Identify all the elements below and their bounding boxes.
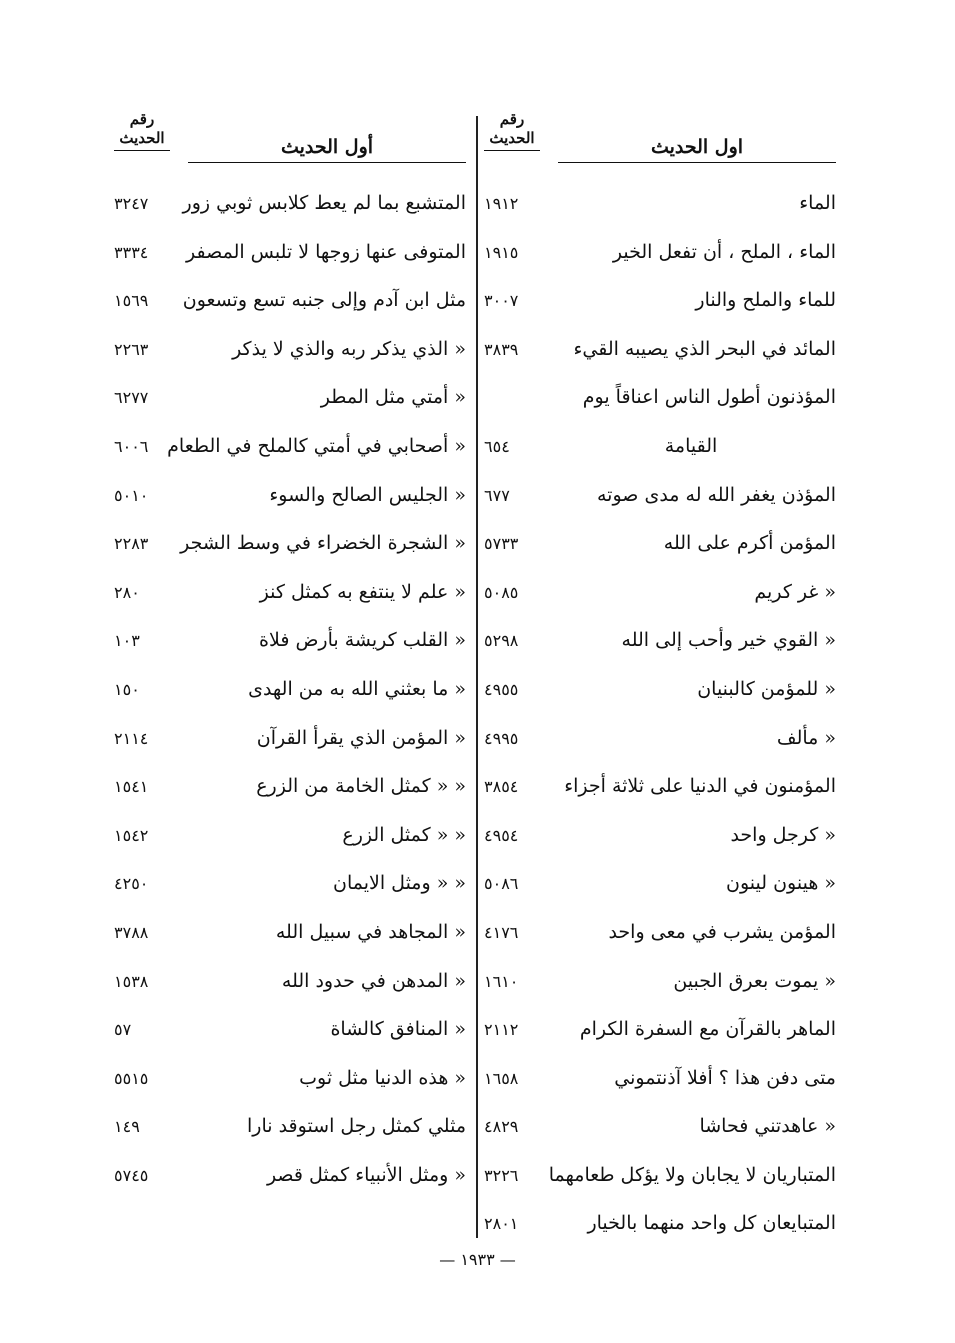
hadith-opening-text: « يموت بعرق الجبين <box>673 969 836 992</box>
hadith-opening-text: المتباريان لا يجابان ولا يؤكل طعامهما <box>548 1163 836 1186</box>
hadith-number: ١٦١٠ <box>484 971 519 991</box>
hadith-number: ١٥٣٨ <box>114 971 149 991</box>
hadith-number: ٥٠١٠ <box>114 485 149 505</box>
hadith-number: ٤٩٥٤ <box>484 825 519 845</box>
index-entry <box>486 1010 836 1059</box>
hadith-number: ٢٢٨٣ <box>114 534 149 554</box>
hadith-number-heading <box>484 110 540 151</box>
hadith-opening-text: « أمتي مثل المطر <box>320 386 466 409</box>
hadith-opening-text: الماء <box>799 192 836 214</box>
hadith-opening-text: للماء والملح والنار <box>695 289 836 312</box>
hadith-number: ٦٧٧ <box>484 485 510 505</box>
right-column-header <box>486 110 836 180</box>
hadith-number: ١٩١٥ <box>484 242 519 262</box>
hadith-opening-text: المؤذن يغفر الله له مدى صوته <box>597 483 836 506</box>
index-entry <box>116 281 466 330</box>
hadith-opening-text: « للمؤمن كالبنيان <box>697 677 836 700</box>
hadith-opening-text: « ما بعثني الله به من الهدى <box>248 677 466 700</box>
hadith-number: ١٥٠ <box>114 679 140 699</box>
index-entry <box>486 233 836 282</box>
hadith-opening-text: « القوي خير وأحب إلى الله <box>621 629 836 652</box>
hadith-opening-text: « الذي يذكر ربه والذي لا يذكر <box>232 337 466 360</box>
index-entry <box>116 1010 466 1059</box>
hadith-opening-text: « كرجل واحد <box>730 823 836 846</box>
hadith-opening-text: مثل ابن آدم وإلى جنبه تسع وتسعون <box>182 289 466 312</box>
index-entry <box>116 719 466 768</box>
hadith-number: ١٥٤٢ <box>114 825 149 845</box>
hadith-opening-text: الماء ، الملح ، أن تفعل الخير <box>612 240 836 263</box>
hadith-opening-text: « المنافق كالشاة <box>330 1018 466 1041</box>
index-entry <box>116 184 466 233</box>
hadith-number: ٥٧٣٣ <box>484 534 519 554</box>
index-entry <box>116 1059 466 1108</box>
hadith-number: ٥٢٩٨ <box>484 631 519 651</box>
hadith-opening-text: المؤذنون أطول الناس اعناقاً يوم <box>582 386 836 409</box>
index-entry <box>116 427 466 476</box>
index-entry <box>486 330 836 379</box>
hadith-number: ٢٨٠ <box>114 582 140 602</box>
hadith-number-heading-line2: الحديث <box>114 129 170 151</box>
hadith-number-heading <box>114 110 170 151</box>
index-entry <box>486 864 836 913</box>
hadith-number: ٤٨٢٩ <box>484 1117 519 1137</box>
index-entry <box>486 767 836 816</box>
hadith-number: ١٥٤١ <box>114 777 149 797</box>
hadith-number: ٥٥١٥ <box>114 1068 149 1088</box>
index-entry <box>486 476 836 525</box>
index-entry <box>486 1059 836 1108</box>
hadith-number: ٤٩٥٥ <box>484 679 519 699</box>
index-entry <box>116 962 466 1011</box>
index-entry <box>486 962 836 1011</box>
hadith-opening-text: المؤمنون في الدنيا على ثلاثة أجزاء <box>564 775 836 798</box>
hadith-number: ٦٠٠٦ <box>114 436 149 456</box>
hadith-opening-heading: اول الحديث <box>558 136 836 163</box>
hadith-number: ٥٠٨٥ <box>484 582 519 602</box>
hadith-opening-text: « ومثل الأنبياء كمثل قصر <box>266 1163 466 1186</box>
index-entry <box>486 621 836 670</box>
hadith-opening-text: « مألف <box>776 726 836 749</box>
hadith-number: ٢١١٤ <box>114 728 149 748</box>
hadith-number: ٣٨٥٤ <box>484 777 519 797</box>
hadith-opening-text: « علم لا ينتفع به كمثل كنز <box>259 580 466 603</box>
hadith-number: ١٠٣ <box>114 631 140 651</box>
hadith-number: ٢٢٦٣ <box>114 339 149 359</box>
index-entry <box>116 1156 466 1205</box>
hadith-opening-text: المتشبع بما لم يعط كلابس ثوبي زور <box>182 192 466 214</box>
hadith-number: ٢٨٠١ <box>484 1214 519 1234</box>
hadith-opening-text: « هذه الدنيا مثل ثوب <box>299 1066 466 1089</box>
index-entry <box>116 573 466 622</box>
hadith-number: ٣٨٣٩ <box>484 339 519 359</box>
hadith-number: ٣٠٠٧ <box>484 291 519 311</box>
index-entry <box>486 573 836 622</box>
index-entry <box>486 1204 836 1253</box>
hadith-opening-text: « الجليس الصالح والسوء <box>269 483 466 506</box>
index-entry <box>116 1107 466 1156</box>
hadith-number: ٣٧٨٨ <box>114 922 149 942</box>
hadith-opening-text: « « ومثل الايمان <box>333 872 466 895</box>
hadith-number: ١٤٩ <box>114 1117 140 1137</box>
index-entry <box>486 719 836 768</box>
hadith-opening-text: « عاهدتني فحاشا <box>699 1115 836 1138</box>
right-column <box>486 110 836 1253</box>
hadith-number: ٣٣٣٤ <box>114 242 149 262</box>
index-entry <box>116 670 466 719</box>
index-entry <box>486 281 836 330</box>
index-entry <box>486 524 836 573</box>
hadith-number: ١٩١٢ <box>484 194 519 213</box>
index-entry <box>486 427 836 476</box>
hadith-opening-text: متى دفن هذا ؟ أفلا آذنتموني <box>614 1066 836 1089</box>
left-column <box>116 110 466 1204</box>
column-divider <box>476 116 478 1238</box>
index-entry <box>486 913 836 962</box>
index-entry <box>486 184 836 233</box>
hadith-number: ٦٢٧٧ <box>114 388 149 408</box>
index-entry <box>116 816 466 865</box>
hadith-opening-text: « أصحابي في أمتي كالملح في الطعام <box>167 434 466 457</box>
hadith-number: ٣٢٢٦ <box>484 1165 519 1185</box>
hadith-number: ٦٥٤ <box>484 436 510 456</box>
hadith-opening-text: « المجاهد في سبيل الله <box>275 920 466 943</box>
hadith-number: ٤٩٩٥ <box>484 728 519 748</box>
right-entries <box>486 184 836 1253</box>
hadith-opening-text: « المؤمن الذي يقرأ القرآن <box>256 726 466 749</box>
hadith-number: ٤٢٥٠ <box>114 874 149 894</box>
hadith-opening-heading: أول الحديث <box>188 136 466 163</box>
index-entry <box>486 378 836 427</box>
hadith-opening-text: « « كمثل الخامة من الزرع <box>256 775 466 798</box>
hadith-opening-text: المؤمن أكرم على الله <box>663 532 836 555</box>
hadith-number: ٥٧٤٥ <box>114 1165 149 1185</box>
index-entry <box>116 524 466 573</box>
hadith-opening-text: « هينون لينون <box>726 872 836 895</box>
index-entry <box>486 1107 836 1156</box>
left-column-header <box>116 110 466 180</box>
index-entry <box>116 476 466 525</box>
hadith-number: ٥٧ <box>114 1020 132 1040</box>
hadith-number: ٤١٧٦ <box>484 922 519 942</box>
hadith-number: ٣٢٤٧ <box>114 194 149 213</box>
hadith-number: ١٦٥٨ <box>484 1068 519 1088</box>
hadith-opening-text: المائد في البحر الذي يصيبه القيء <box>573 337 836 360</box>
page-number: — ١٩٣٣ — <box>439 1250 516 1269</box>
index-entry <box>116 864 466 913</box>
index-entry <box>116 378 466 427</box>
index-entry <box>486 816 836 865</box>
hadith-number-heading-line1: رقم <box>129 110 155 128</box>
hadith-opening-text: « الشجرة الخضراء في وسط الشجر <box>180 532 466 555</box>
hadith-number: ٥٠٨٦ <box>484 874 519 894</box>
hadith-opening-text: المتبايعان كل واحد منهما بالخيار <box>587 1212 836 1235</box>
index-entry <box>116 330 466 379</box>
hadith-opening-text: المتوفى عنها زوجها لا تلبس المصفر <box>186 240 466 263</box>
hadith-opening-text: « غر كريم <box>754 580 836 603</box>
left-entries <box>116 184 466 1204</box>
index-entry <box>116 913 466 962</box>
index-entry <box>486 1156 836 1205</box>
index-entry <box>116 621 466 670</box>
hadith-opening-text: القيامة <box>664 434 718 457</box>
hadith-number: ١٥٦٩ <box>114 291 149 311</box>
hadith-number-heading-line2: الحديث <box>484 129 540 151</box>
index-entry <box>116 767 466 816</box>
hadith-number-heading-line1: رقم <box>499 110 525 128</box>
index-entry <box>116 233 466 282</box>
hadith-number: ٢١١٢ <box>484 1020 519 1040</box>
hadith-opening-text: المؤمن يشرب في معى واحد <box>608 920 836 943</box>
hadith-opening-text: « المدهن في حدود الله <box>281 969 466 992</box>
hadith-opening-text: « « كمثل الزرع <box>342 823 466 846</box>
hadith-opening-text: « القلب كريشة بأرض فلاة <box>259 629 466 652</box>
hadith-opening-text: مثلي كمثل رجل استوقد نارا <box>247 1115 466 1138</box>
index-entry <box>486 670 836 719</box>
hadith-opening-text: الماهر بالقرآن مع السفرة الكرام <box>579 1018 836 1041</box>
